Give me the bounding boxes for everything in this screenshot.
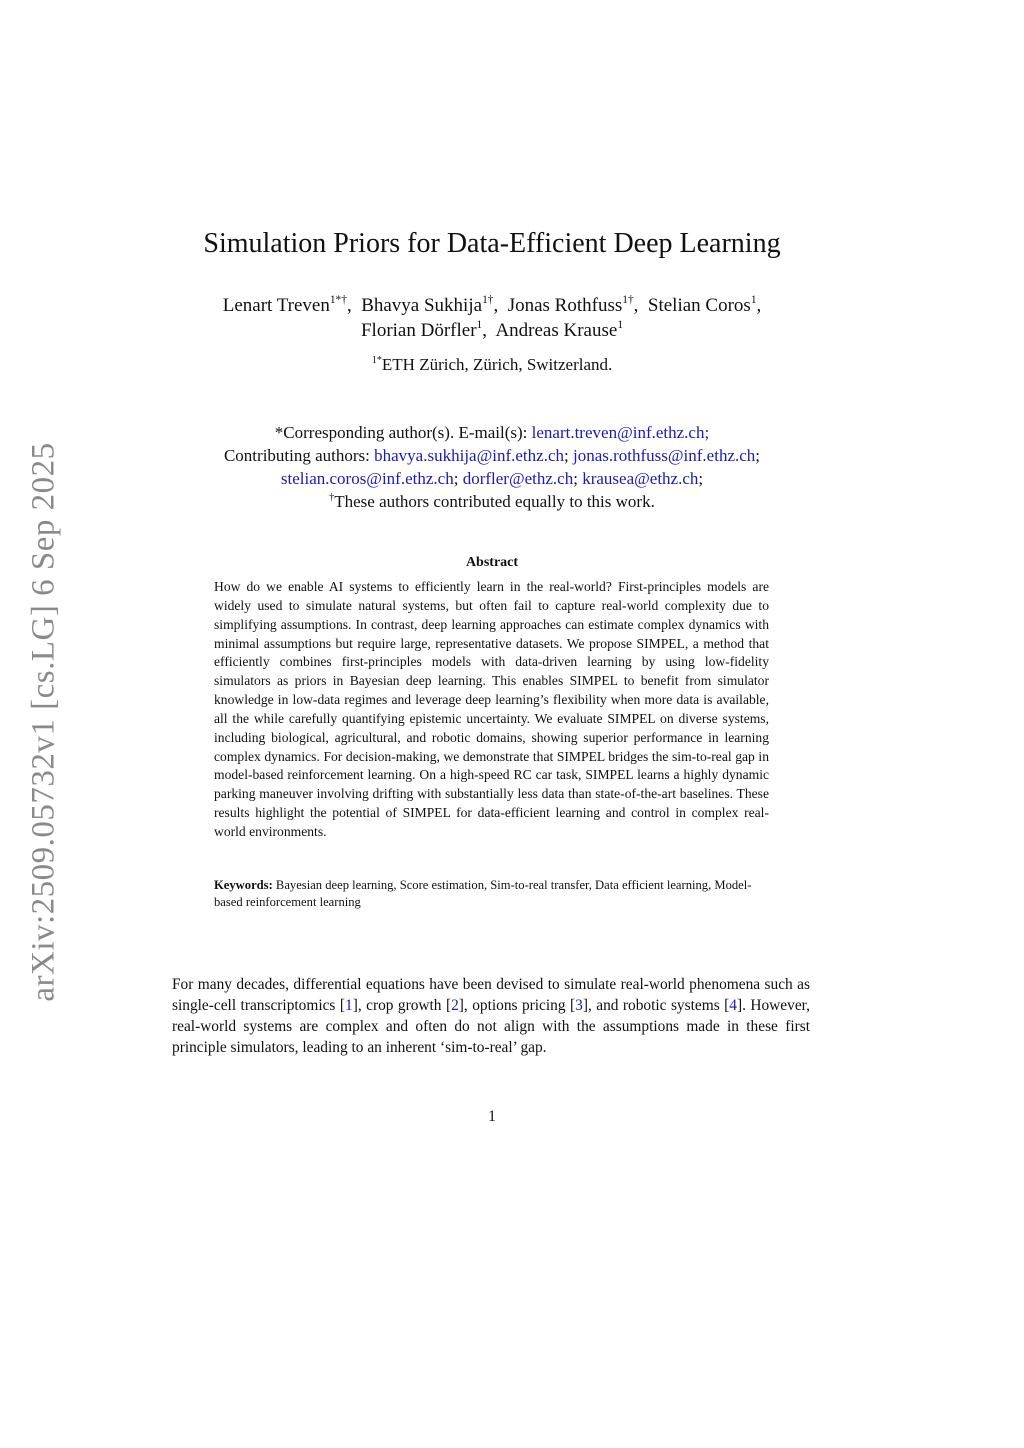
author-name: Lenart Treven	[222, 295, 330, 316]
citation-link[interactable]: 4	[729, 997, 737, 1014]
author-sup: 1	[617, 319, 624, 332]
author-name: Florian Dörfler	[360, 320, 477, 341]
abstract-heading: Abstract	[465, 555, 519, 570]
equal-contribution-note	[0, 490, 984, 513]
keywords-text: Bayesian deep learning, Score estimation, Sim-to-real transfer, Data efficient learning, Model-based reinforcement learning	[214, 878, 752, 909]
equal-note-text: These authors contributed equally to this work.	[334, 492, 655, 511]
paper-title: Simulation Priors for Data-Efficient Deep Learning	[203, 228, 781, 259]
author-name: Andreas Krause	[495, 320, 618, 341]
abstract-text: How do we enable AI systems to efficiently learn in the real-world? First-principles models are widely used to simulate natural systems, but often fail to capture real-world complexity due to simplifying assumptions. In contrast, deep learning approaches can estimate complex dynamics with minimal assumptions but require large, representative datasets. We propose SIMPEL, a method that efficiently combines first-principles models with data-driven learning by using low-fidelity simulators as priors in Bayesian deep learning. This enables SIMPEL to benefit from simulator knowledge in low-data regimes and leverage deep learning’s flexibility when more data is available, all the while carefully quantifying epistemic uncertainty. We evaluate SIMPEL on diverse systems, including biological, agricultural, and robotic domains, showing superior performance in learning complex dynamics. For decision-making, we demonstrate that SIMPEL bridges the sim-to-real gap in model-based reinforcement learning. On a high-speed RC car task, SIMPEL learns a highly dynamic parking maneuver involving drifting with substantially less data than state-of-the-art baselines. These results highlight the potential of SIMPEL for data-efficient learning and control in complex real-world environments.	[214, 579, 769, 839]
citation-link[interactable]: 2	[451, 997, 459, 1014]
intro-text: ], and robotic systems [	[582, 997, 730, 1014]
author-sup: 1	[476, 319, 483, 332]
author-sup: 1†	[482, 294, 494, 307]
intro-text: ], crop growth [	[352, 997, 452, 1014]
intro-text: ], options pricing [	[458, 997, 576, 1014]
author-sup: 1	[750, 294, 757, 307]
affiliation-sup: 1*	[371, 354, 382, 366]
author-name: Bhavya Sukhija	[361, 295, 483, 316]
email-link[interactable]: dorfler@ethz.ch	[462, 469, 574, 488]
email-link[interactable]: bhavya.sukhija@inf.ethz.ch	[374, 446, 564, 465]
corresponding-line	[0, 421, 984, 444]
contributing-line-2: stelian.coros@inf.ethz.ch; dorfler@ethz.ch; krausea@ethz.ch;	[280, 469, 704, 488]
intro-text: For many decades, differential equations have been devised to simulate real-world phenomena such as single-cell transcriptomics [	[172, 976, 810, 1014]
affiliation	[0, 355, 984, 375]
citation-link[interactable]: 1	[345, 997, 353, 1014]
dagger-mark: †	[329, 491, 335, 503]
contributing-prefix: Contributing authors:	[223, 446, 375, 465]
correspondence-block	[0, 421, 984, 513]
page-number: 1	[488, 1108, 496, 1125]
keywords	[214, 877, 769, 911]
author-list	[0, 293, 984, 343]
author-name: Stelian Coros	[647, 295, 751, 316]
affiliation-text: ETH Zürich, Zürich, Switzerland.	[381, 355, 613, 374]
intro-paragraph	[172, 974, 810, 1058]
keywords-label: Keywords:	[214, 878, 273, 892]
email-link[interactable]: stelian.coros@inf.ethz.ch	[280, 469, 454, 488]
author-line-1: Lenart Treven$^{1*\dagger}$, Bhavya Sukhija$^{1\dagger}$, Jonas Rothfuss$^{1\dagger}$, Stelian Coros$^1$,	[222, 294, 762, 316]
corresponding-email-link[interactable]: lenart.treven@inf.ethz.ch;	[531, 423, 710, 442]
contributing-line-1: Contributing authors: bhavya.sukhija@inf.ethz.ch; jonas.rothfuss@inf.ethz.ch;	[223, 446, 761, 465]
arxiv-side-stamp: arXiv:2509.05732v1 [cs.LG] 6 Sep 2025	[25, 442, 62, 1002]
corresponding-prefix: *Corresponding author(s). E-mail(s):	[274, 423, 532, 442]
author-sup: 1*†	[329, 294, 347, 307]
email-link[interactable]: krausea@ethz.ch	[582, 469, 699, 488]
intro-text: ]. However, real-world systems are complex and often do not align with the assumptions made in these first principle simulators, leading to an inherent ‘sim-to-real’ gap.	[172, 997, 811, 1056]
citation-link[interactable]: 3	[575, 997, 583, 1014]
email-link[interactable]: jonas.rothfuss@inf.ethz.ch	[572, 446, 756, 465]
author-line-2: Florian Dörfler$^1$, Andreas Krause$^1$	[360, 319, 624, 341]
author-name: Jonas Rothfuss	[507, 295, 623, 316]
author-sup: 1†	[622, 294, 634, 307]
